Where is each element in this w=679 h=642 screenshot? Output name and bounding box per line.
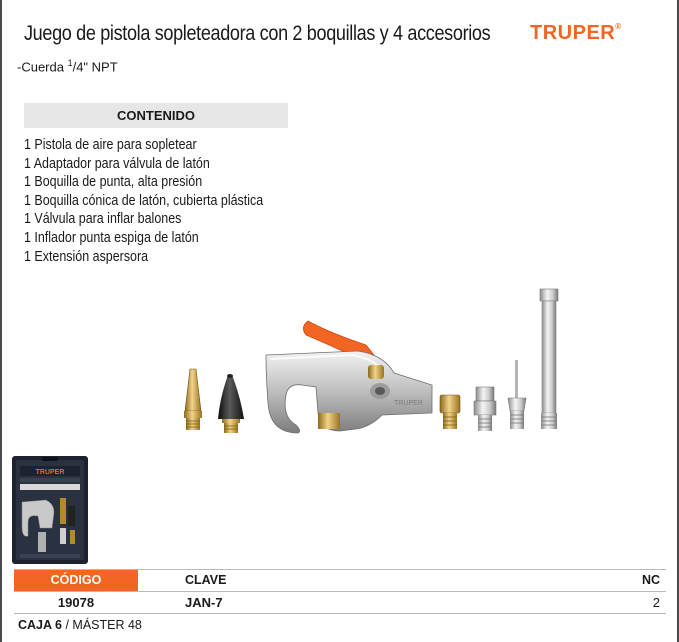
brass-nozzle xyxy=(184,369,202,430)
registered-mark: ® xyxy=(615,22,622,31)
caja-label: CAJA 6 xyxy=(18,618,62,632)
caja-separator: / xyxy=(62,618,73,632)
product-title: Juego de pistola sopleteadora con 2 boquillas y 4 accesorios xyxy=(24,22,491,45)
packaging-info xyxy=(14,614,666,636)
thread-spec-prefix: -Cuerda xyxy=(17,59,68,75)
list-item: 1 Boquilla de punta, alta presión xyxy=(24,174,203,191)
master-label: MÁSTER 48 xyxy=(72,618,142,632)
header-clave: CLAVE xyxy=(185,573,227,587)
extension-tube xyxy=(540,289,558,429)
rubber-nozzle xyxy=(218,374,244,433)
thread-spec-numerator: 1 xyxy=(67,58,73,68)
brand-logo xyxy=(530,22,622,45)
contenido-heading: CONTENIDO xyxy=(24,103,288,128)
header-codigo: CÓDIGO xyxy=(14,570,138,591)
cell-codigo: 19078 xyxy=(57,595,95,610)
list-item: 1 Extensión aspersora xyxy=(24,248,149,265)
list-item: 1 Boquilla cónica de latón, cubierta plástica xyxy=(24,192,264,209)
table-row xyxy=(14,592,666,614)
gun-engraving: TRUPER xyxy=(394,400,423,407)
blow-gun xyxy=(266,321,432,433)
thread-spec-rest: /4" NPT xyxy=(72,59,118,75)
thread-spec xyxy=(17,58,118,74)
list-item: 1 Pistola de aire para sopletear xyxy=(24,137,197,153)
brand-name: TRUPER xyxy=(530,22,616,44)
package-brand: TRUPER xyxy=(35,469,65,476)
list-item: 1 Válvula para inflar balones xyxy=(24,211,182,228)
contents-list xyxy=(24,136,302,266)
chrome-valve xyxy=(474,387,496,431)
product-photo xyxy=(170,285,590,445)
needle-inflator xyxy=(508,360,526,429)
list-item: 1 Adaptador para válvula de latón xyxy=(24,155,210,172)
brass-adapter xyxy=(440,395,460,429)
package-thumbnail xyxy=(12,456,88,564)
list-item: 1 Inflador punta espiga de latón xyxy=(24,229,199,246)
header-nc: NC xyxy=(641,573,660,587)
cell-nc: 2 xyxy=(652,595,660,610)
product-code-table xyxy=(14,569,666,636)
left-border xyxy=(0,0,2,642)
cell-clave: JAN-7 xyxy=(185,595,223,610)
table-header-row xyxy=(14,569,666,592)
